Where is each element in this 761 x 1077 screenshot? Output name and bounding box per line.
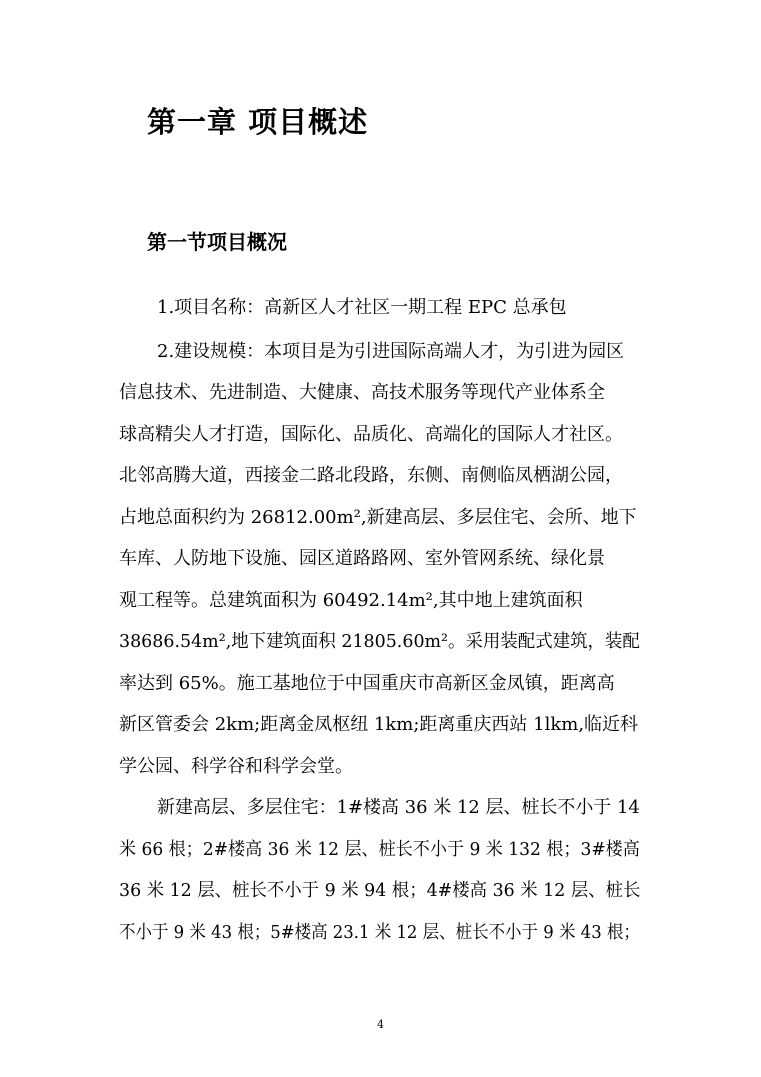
paragraph-line: 信息技术、先进制造、大健康、高技术服务等现代产业体系全 bbox=[119, 382, 605, 403]
paragraph-line: 学公园、科学谷和科学会堂。 bbox=[119, 756, 353, 777]
paragraph-line: 1.项目名称：高新区人才社区一期工程 EPC 总承包 bbox=[157, 297, 567, 318]
paragraph-line: 率达到 65%。施工基地位于中国重庆市高新区金凤镇，距离高 bbox=[119, 673, 615, 694]
paragraph-line: 新区管委会 2km;距离金凤枢纽 1km;距离重庆西站 1lkm,临近科 bbox=[119, 714, 639, 735]
page-number: 4 bbox=[377, 1018, 384, 1031]
chapter-title: 第一章 项目概述 bbox=[147, 105, 369, 139]
paragraph-line: 球高精尖人才打造，国际化、品质化、高端化的国际人才社区。 bbox=[119, 424, 623, 445]
paragraph-line: 观工程等。总建筑面积为 60492.14m²,其中地上建筑面积 bbox=[119, 590, 583, 611]
paragraph-line: 2.建设规模：本项目是为引进国际高端人才，为引进为园区 bbox=[157, 341, 625, 362]
paragraph-line: 38686.54m²,地下建筑面积 21805.60m²。采用装配式建筑，装配 bbox=[119, 631, 640, 652]
paragraph-line: 北邻高腾大道，西接金二路北段路，东侧、南侧临凤栖湖公园， bbox=[119, 465, 623, 486]
paragraph-line: 新建高层、多层住宅：1#楼高 36 米 12 层、桩长不小于 14 bbox=[157, 797, 640, 818]
paragraph-line: 米 66 根；2#楼高 36 米 12 层、桩长不小于 9 米 132 根；3#楼高 bbox=[119, 839, 640, 860]
paragraph-line: 不小于 9 米 43 根；5#楼高 23.1 米 12 层、桩长不小于 9 米 43 根； bbox=[119, 922, 640, 943]
section-title: 第一节项目概况 bbox=[147, 230, 287, 254]
paragraph-line: 占地总面积约为 26812.00m²,新建高层、多层住宅、会所、地下 bbox=[119, 507, 637, 528]
paragraph-line: 36 米 12 层、桩长不小于 9 米 94 根；4#楼高 36 米 12 层、桩长 bbox=[119, 880, 641, 901]
paragraph-line: 车库、人防地下设施、园区道路路网、室外管网系统、绿化景 bbox=[119, 548, 605, 569]
